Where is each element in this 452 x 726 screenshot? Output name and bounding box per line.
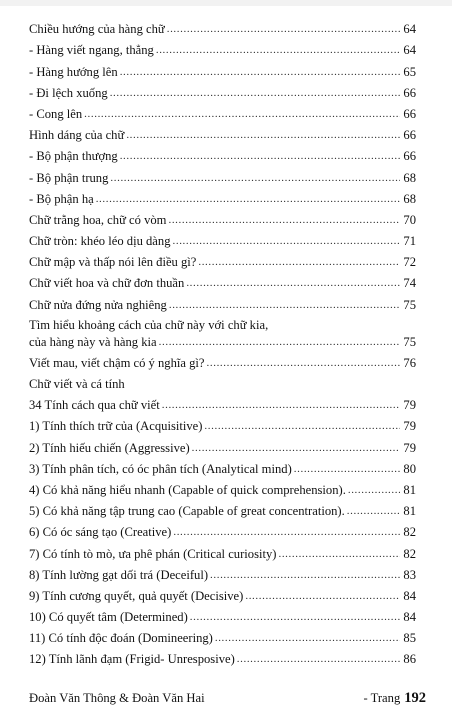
toc-entry-title-line1: Tìm hiểu khoảng cách của chữ này với chữ kia,: [29, 317, 269, 332]
toc-leader-dots: [110, 171, 400, 185]
footer-authors: Đoàn Văn Thông & Đoàn Văn Hai: [29, 691, 205, 705]
toc-leader-dots: [278, 547, 400, 561]
toc-entry-two-line: [29, 312, 416, 349]
toc-leader-dots: [210, 568, 400, 582]
toc-leader-dots: [84, 107, 400, 121]
toc-entry-page: 79: [403, 419, 416, 434]
toc-entry-page: 68: [403, 170, 416, 185]
toc-entry-title: Chữ trằng hoa, chữ có vòm: [29, 212, 167, 227]
toc-entry-page: 71: [403, 234, 416, 249]
toc-leader-dots: [120, 65, 400, 79]
toc-entry: [29, 582, 416, 603]
toc-entry-title: - Hàng hướng lên: [29, 64, 118, 79]
toc-entry: [29, 518, 416, 539]
toc-leader-dots: [173, 525, 400, 539]
toc-entry: [29, 433, 416, 454]
toc-entry-title: 2) Tính hiếu chiến (Aggressive): [29, 440, 190, 455]
footer-page-number: 192: [404, 690, 426, 706]
toc-leader-dots: [167, 22, 400, 36]
toc-leader-dots: [190, 610, 400, 624]
toc-entry-title: - Bộ phận hạ: [29, 191, 94, 206]
section-heading-text: Chữ viết và cá tính: [29, 377, 125, 391]
toc-leader-dots: [192, 441, 400, 455]
toc-leader-dots: [173, 234, 401, 248]
toc-entry-page: 76: [403, 355, 416, 370]
toc-entry-title: 4) Có khả năng hiểu nhanh (Capable of quick comprehension).: [29, 482, 346, 497]
toc-entry: [29, 36, 416, 57]
toc-entry-title: 12) Tính lãnh đạm (Frigid- Unresposive): [29, 652, 235, 667]
toc-entry-page: 68: [403, 191, 416, 206]
toc-entry: [29, 645, 416, 666]
toc-entry-title: - Cong lên: [29, 106, 83, 121]
toc-leader-dots: [294, 462, 400, 476]
toc-leader-dots: [159, 335, 400, 349]
toc-entry-title: 5) Có khả năng tập trung cao (Capable of great concentration).: [29, 504, 345, 519]
toc-entry-page: 74: [403, 276, 416, 291]
toc-entry-title: Chiều hướng của hàng chữ: [29, 22, 165, 37]
toc-leader-dots: [156, 43, 400, 57]
toc-entry-title: 34 Tính cách qua chữ viết: [29, 398, 160, 413]
toc-entry: [29, 624, 416, 645]
toc-entry-page: 85: [403, 631, 416, 646]
toc-entry: [29, 227, 416, 248]
toc-entry: [29, 349, 416, 370]
toc-entry-title: 3) Tính phân tích, có óc phân tích (Analytical mind): [29, 461, 292, 476]
toc-leader-dots: [215, 631, 400, 645]
toc-entry-page: 66: [403, 106, 416, 121]
toc-entry: [29, 455, 416, 476]
toc-entry-page: 82: [403, 525, 416, 540]
toc-leader-dots: [198, 255, 400, 269]
toc-entry-page: 82: [403, 546, 416, 561]
toc-list: [29, 391, 416, 666]
footer-page-prefix: - Trang: [363, 691, 401, 705]
toc-leader-dots: [96, 192, 400, 206]
toc-entry-page: 81: [403, 482, 416, 497]
toc-entry: [29, 163, 416, 184]
toc-entry: [29, 185, 416, 206]
toc-entry: [29, 79, 416, 100]
toc-entry-title: 7) Có tính tò mò, ưa phê phán (Critical curiosity): [29, 546, 277, 561]
toc-entry-page: 66: [403, 128, 416, 143]
toc-entry-page: 81: [403, 504, 416, 519]
toc-entry-page: 70: [403, 212, 416, 227]
toc-entry-title: Chữ tròn: khéo léo dịu dàng: [29, 234, 171, 249]
toc-entry-title: 10) Có quyết tâm (Determined): [29, 610, 188, 625]
toc-entry-title: Viết mau, viết chậm có ý nghĩa gì?: [29, 355, 205, 370]
toc-entry-page: 64: [403, 22, 416, 37]
toc-leader-dots: [245, 589, 400, 603]
toc-entry: [29, 412, 416, 433]
footer-page-label: [364, 690, 427, 707]
toc-entry-page: 75: [403, 297, 416, 312]
toc-entry: [29, 248, 416, 269]
toc-entry-title: Chữ viết hoa và chữ đơn thuần: [29, 276, 185, 291]
toc-entry-page: 83: [403, 567, 416, 582]
toc-entry: [29, 497, 416, 518]
toc-leader-dots: [204, 419, 400, 433]
toc-leader-dots: [169, 298, 400, 312]
page-top-strip: [0, 0, 452, 6]
toc-entry-title-line2: của hàng này và hàng kia: [29, 334, 157, 349]
toc-leader-dots: [168, 213, 400, 227]
toc-entry: [29, 561, 416, 582]
toc-entry-page: 65: [403, 64, 416, 79]
toc-leader-dots: [110, 86, 400, 100]
section-heading: [29, 370, 416, 391]
toc-leader-dots: [207, 356, 400, 370]
toc-entry: [29, 391, 416, 412]
toc-entry-page: 66: [403, 149, 416, 164]
toc-leader-dots: [162, 398, 400, 412]
toc-leader-dots: [126, 128, 400, 142]
toc-entry: [29, 100, 416, 121]
toc-entry-title: Hình dáng của chữ: [29, 128, 125, 143]
toc-entry: [29, 603, 416, 624]
toc-entry-title: 9) Tính cương quyết, quả quyết (Decisive): [29, 588, 244, 603]
toc-entry-page: 79: [403, 398, 416, 413]
toc-entry: [29, 57, 416, 78]
toc-entry: [29, 121, 416, 142]
toc-entry-title: 1) Tính thích trữ của (Acquisitive): [29, 419, 203, 434]
toc-entry: [29, 539, 416, 560]
page-footer: [29, 690, 426, 707]
toc-entry: [29, 206, 416, 227]
toc-leader-dots: [348, 483, 400, 497]
toc-entry: [29, 476, 416, 497]
toc-entry-page: 64: [403, 43, 416, 58]
toc-entry: [29, 290, 416, 311]
toc-entry: [29, 269, 416, 290]
toc-entry-title: - Đi lệch xuống: [29, 85, 108, 100]
toc-entry-page: 75: [403, 334, 416, 349]
toc-entry-title: 8) Tính lường gạt dối trá (Deceiful): [29, 567, 209, 582]
toc-entry-page: 84: [403, 610, 416, 625]
toc-entry-page: 72: [403, 255, 416, 270]
toc-entry-page: 80: [403, 461, 416, 476]
toc-entry-title: 6) Có óc sáng tạo (Creative): [29, 525, 172, 540]
toc-entry-title: Chữ nửa đứng nửa nghiêng: [29, 297, 167, 312]
toc-entry-title: - Bộ phận trung: [29, 170, 109, 185]
toc-leader-dots: [120, 149, 400, 163]
toc-leader-dots: [237, 652, 400, 666]
toc-entry: [29, 15, 416, 36]
toc-entry-title: 11) Có tính độc đoán (Domineering): [29, 631, 213, 646]
toc-entry: [29, 142, 416, 163]
toc-leader-dots: [186, 276, 400, 290]
table-of-contents: [29, 15, 416, 666]
toc-entry-page: 66: [403, 85, 416, 100]
toc-leader-dots: [347, 504, 400, 518]
toc-entry-title: - Bộ phận thượng: [29, 149, 118, 164]
toc-entry-page: 86: [403, 652, 416, 667]
toc-entry-title: Chữ mập và thấp nói lên điều gì?: [29, 255, 197, 270]
toc-list: [29, 15, 416, 312]
toc-entry-title: - Hàng viết ngang, thẳng: [29, 43, 154, 58]
toc-entry-page: 84: [403, 588, 416, 603]
toc-entry-page: 79: [403, 440, 416, 455]
